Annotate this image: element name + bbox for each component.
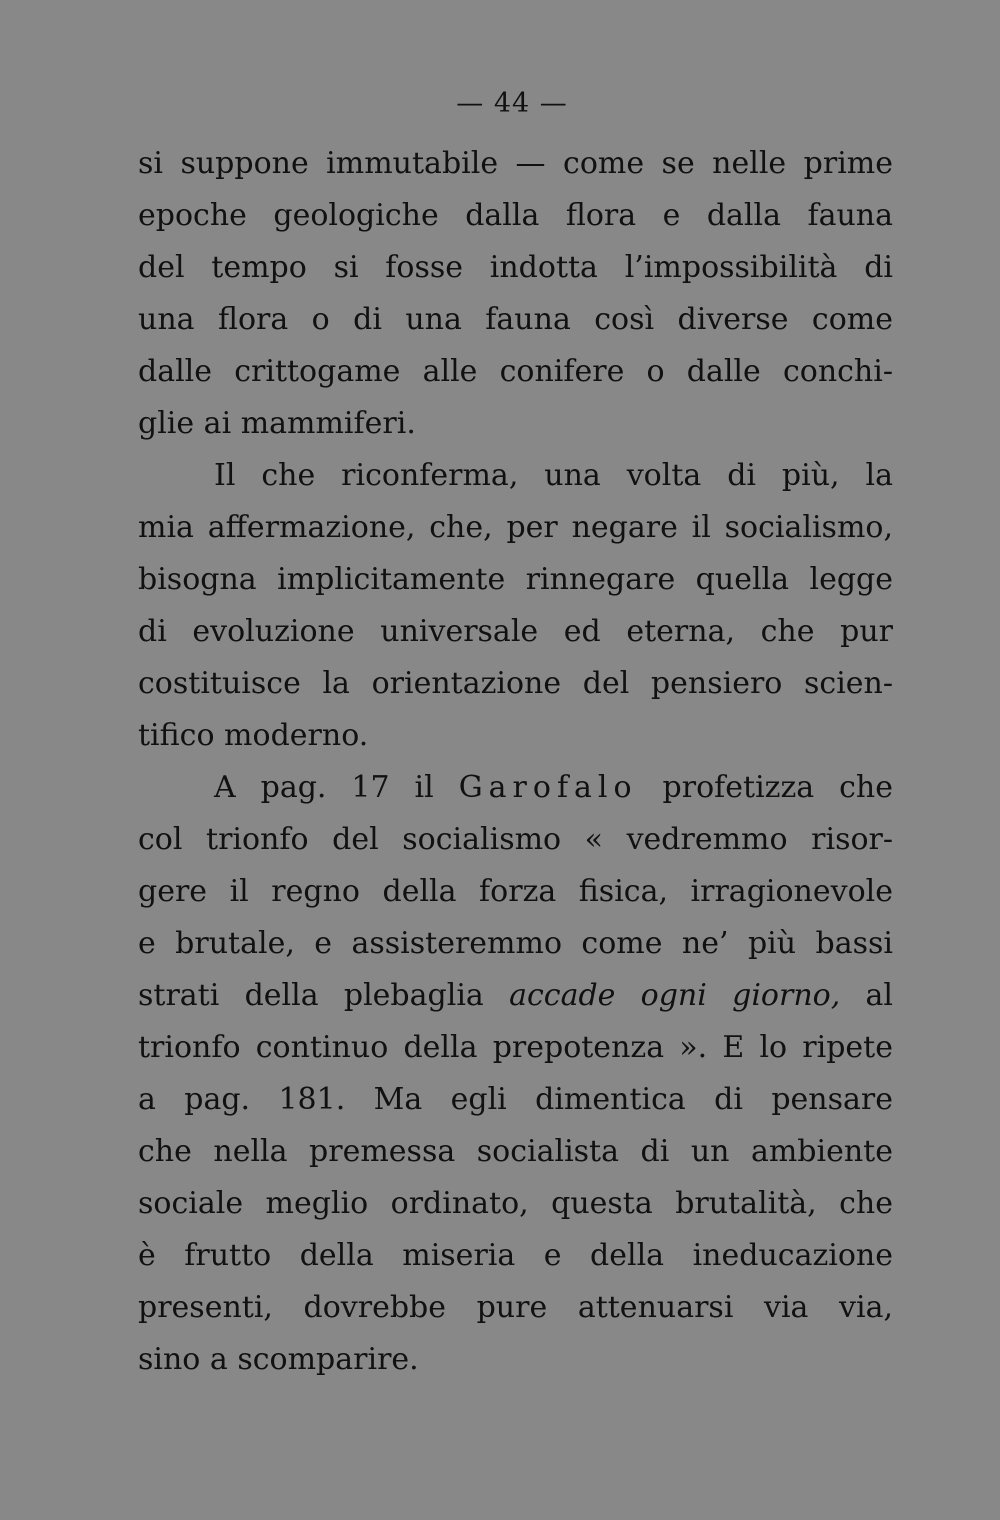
text-segment: strati della plebaglia <box>138 978 510 1013</box>
text-line: col trionfo del socialismo « vedremmo risor- <box>138 822 893 857</box>
text-line <box>138 970 893 1022</box>
text-segment: A pag. 17 il <box>214 770 459 805</box>
text-line: costituisce la orientazione del pensiero scien- <box>138 666 893 701</box>
text-line: glie ai mammiferi. <box>138 406 416 441</box>
text-line: di evoluzione universale ed eterna, che pur <box>138 614 893 649</box>
text-line: bisogna implicitamente rinnegare quella legge <box>138 562 893 597</box>
text-line: sociale meglio ordinato, questa brutalità, che <box>138 1186 893 1221</box>
text-line: gere il regno della forza fisica, irragionevole <box>138 874 893 909</box>
text-line <box>138 762 893 814</box>
text-line: e brutale, e assisteremmo come ne’ più bassi <box>138 926 893 961</box>
text-line: è frutto della miseria e della ineducazione <box>138 1238 893 1273</box>
text-line: a pag. 181. Ma egli dimentica di pensare <box>138 1082 893 1117</box>
text-line: dalle crittogame alle conifere o dalle conchi- <box>138 354 893 389</box>
text-line: tifico moderno. <box>138 718 369 753</box>
text-line: che nella premessa socialista di un ambiente <box>138 1134 893 1169</box>
text-segment: al <box>840 978 893 1013</box>
page-number: — 44 — <box>456 88 568 119</box>
text-line: epoche geologiche dalla flora e dalla fauna <box>138 198 893 233</box>
text-line: mia affermazione, che, per negare il socialismo, <box>138 510 893 545</box>
author-name: Garofalo <box>458 770 638 805</box>
body-text <box>138 138 893 1386</box>
italic-quote: accade ogni giorno, <box>509 978 841 1013</box>
text-line: una flora o di una fauna così diverse come <box>138 302 893 337</box>
text-line: trionfo continuo della prepotenza ». E lo ripete <box>138 1030 893 1065</box>
text-line: Il che riconferma, una volta di più, la <box>214 458 893 493</box>
text-line: del tempo si fosse indotta l’impossibilità di <box>138 250 893 285</box>
text-line: si suppone immutabile — come se nelle prime <box>138 146 893 181</box>
text-segment: profetizza che <box>637 770 893 805</box>
text-line: presenti, dovrebbe pure attenuarsi via via, <box>138 1290 893 1325</box>
text-line: sino a scomparire. <box>138 1342 419 1377</box>
